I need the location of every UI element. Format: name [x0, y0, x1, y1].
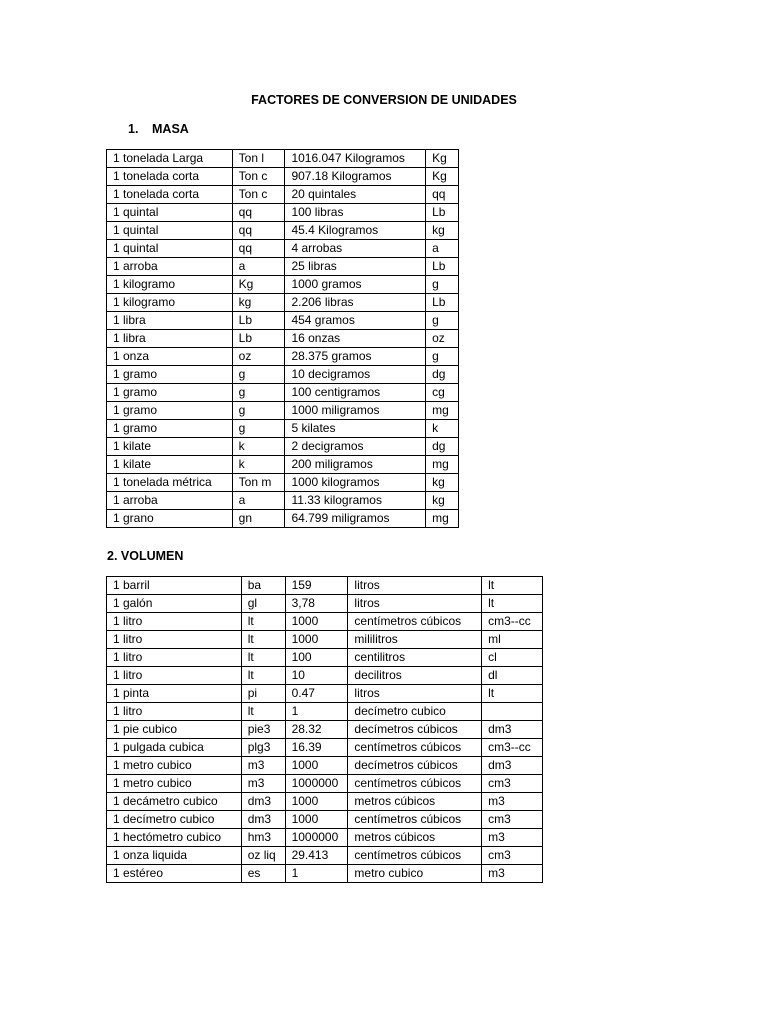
- table-row: [107, 456, 459, 474]
- volume-conversion-table: [106, 576, 543, 883]
- table-row: [107, 811, 543, 829]
- table-cell: 3,78: [285, 595, 348, 613]
- table-cell: 1000000: [285, 829, 348, 847]
- table-cell: 0.47: [285, 685, 348, 703]
- table-row: [107, 186, 459, 204]
- table-cell: 1: [285, 865, 348, 883]
- table-cell: centímetros cúbicos: [348, 775, 482, 793]
- table-cell: 11.33 kilogramos: [285, 492, 426, 510]
- table-cell: Lb: [426, 258, 459, 276]
- table-row: [107, 240, 459, 258]
- table-row: [107, 312, 459, 330]
- table-cell: 1000: [285, 613, 348, 631]
- table-cell: dm3: [241, 811, 285, 829]
- table-cell: 16.39: [285, 739, 348, 757]
- table-cell: Ton c: [232, 168, 285, 186]
- table-cell: kg: [232, 294, 285, 312]
- table-cell: m3: [482, 829, 543, 847]
- table-cell: lt: [241, 631, 285, 649]
- table-cell: 159: [285, 577, 348, 595]
- table-cell: 1000: [285, 793, 348, 811]
- table-cell: 1 libra: [107, 330, 233, 348]
- table-cell: lt: [482, 595, 543, 613]
- table-row: [107, 577, 543, 595]
- table-cell: 1000: [285, 811, 348, 829]
- section-title: VOLUMEN: [120, 549, 184, 563]
- table-cell: [482, 703, 543, 721]
- table-cell: oz: [426, 330, 459, 348]
- table-cell: k: [426, 420, 459, 438]
- table-cell: 64.799 miligramos: [285, 510, 426, 528]
- table-cell: litros: [348, 685, 482, 703]
- table-cell: 1 decámetro cubico: [107, 793, 242, 811]
- table-row: [107, 168, 459, 186]
- table-cell: 1 libra: [107, 312, 233, 330]
- table-cell: 2 decigramos: [285, 438, 426, 456]
- table-cell: 1 gramo: [107, 384, 233, 402]
- table-cell: qq: [232, 222, 285, 240]
- table-cell: 1 gramo: [107, 420, 233, 438]
- table-cell: 1 grano: [107, 510, 233, 528]
- table-cell: gn: [232, 510, 285, 528]
- table-cell: cm3: [482, 811, 543, 829]
- table-cell: qq: [426, 186, 459, 204]
- table-cell: cm3: [482, 775, 543, 793]
- table-cell: 1 kilogramo: [107, 294, 233, 312]
- table-cell: decilitros: [348, 667, 482, 685]
- table-row: [107, 330, 459, 348]
- table-cell: plg3: [241, 739, 285, 757]
- table-cell: 45.4 Kilogramos: [285, 222, 426, 240]
- table-cell: 1 tonelada métrica: [107, 474, 233, 492]
- table-cell: cm3: [482, 847, 543, 865]
- table-cell: 1000 gramos: [285, 276, 426, 294]
- table-cell: k: [232, 456, 285, 474]
- table-cell: Lb: [232, 312, 285, 330]
- table-cell: 1000: [285, 631, 348, 649]
- table-cell: 1 litro: [107, 667, 242, 685]
- table-row: [107, 667, 543, 685]
- table-row: [107, 258, 459, 276]
- table-cell: cm3--cc: [482, 613, 543, 631]
- table-row: [107, 595, 543, 613]
- table-cell: 1000: [285, 757, 348, 775]
- table-cell: dm3: [241, 793, 285, 811]
- table-row: [107, 631, 543, 649]
- table-cell: lt: [241, 667, 285, 685]
- table-row: [107, 510, 459, 528]
- table-cell: 100: [285, 649, 348, 667]
- table-cell: Ton l: [232, 150, 285, 168]
- section-number: 2.: [107, 549, 118, 563]
- table-cell: 1 pinta: [107, 685, 242, 703]
- table-cell: Lb: [232, 330, 285, 348]
- table-cell: 28.375 gramos: [285, 348, 426, 366]
- table-cell: pie3: [241, 721, 285, 739]
- table-row: [107, 438, 459, 456]
- table-row: [107, 402, 459, 420]
- table-cell: 1000000: [285, 775, 348, 793]
- table-cell: 1 quintal: [107, 222, 233, 240]
- table-cell: litros: [348, 577, 482, 595]
- table-cell: kg: [426, 222, 459, 240]
- table-cell: Ton m: [232, 474, 285, 492]
- table-cell: m3: [482, 865, 543, 883]
- table-cell: 1 galón: [107, 595, 242, 613]
- table-cell: centímetros cúbicos: [348, 847, 482, 865]
- table-row: [107, 703, 543, 721]
- table-cell: mg: [426, 402, 459, 420]
- table-cell: oz: [232, 348, 285, 366]
- table-cell: decímetro cubico: [348, 703, 482, 721]
- table-cell: 1 metro cubico: [107, 775, 242, 793]
- table-cell: lt: [241, 703, 285, 721]
- table-cell: 1 kilate: [107, 438, 233, 456]
- table-cell: 29.413: [285, 847, 348, 865]
- table-cell: 1 onza: [107, 348, 233, 366]
- table-row: [107, 613, 543, 631]
- table-cell: 1 decímetro cubico: [107, 811, 242, 829]
- table-cell: 5 kilates: [285, 420, 426, 438]
- table-cell: 1: [285, 703, 348, 721]
- table-cell: 1 hectómetro cubico: [107, 829, 242, 847]
- table-cell: 10: [285, 667, 348, 685]
- table-cell: g: [426, 312, 459, 330]
- table-row: [107, 865, 543, 883]
- table-cell: decímetros cúbicos: [348, 757, 482, 775]
- table-cell: 28.32: [285, 721, 348, 739]
- table-cell: 20 quintales: [285, 186, 426, 204]
- table-cell: kg: [426, 492, 459, 510]
- table-cell: lt: [241, 649, 285, 667]
- table-cell: dm3: [482, 721, 543, 739]
- table-cell: lt: [482, 685, 543, 703]
- table-cell: hm3: [241, 829, 285, 847]
- table-row: [107, 793, 543, 811]
- table-cell: 1000 miligramos: [285, 402, 426, 420]
- table-cell: metros cúbicos: [348, 793, 482, 811]
- table-cell: a: [232, 492, 285, 510]
- table-cell: dl: [482, 667, 543, 685]
- table-cell: 1016.047 Kilogramos: [285, 150, 426, 168]
- table-cell: Kg: [426, 150, 459, 168]
- table-row: [107, 775, 543, 793]
- table-row: [107, 829, 543, 847]
- table-cell: 1 litro: [107, 703, 242, 721]
- table-cell: Kg: [232, 276, 285, 294]
- table-cell: 454 gramos: [285, 312, 426, 330]
- table-cell: kg: [426, 474, 459, 492]
- table-cell: 1 tonelada corta: [107, 186, 233, 204]
- table-row: [107, 739, 543, 757]
- table-cell: mg: [426, 456, 459, 474]
- table-cell: 100 libras: [285, 204, 426, 222]
- table-cell: 907.18 Kilogramos: [285, 168, 426, 186]
- table-cell: 1 litro: [107, 649, 242, 667]
- table-cell: pi: [241, 685, 285, 703]
- table-cell: centilitros: [348, 649, 482, 667]
- table-cell: 1 gramo: [107, 366, 233, 384]
- table-cell: 4 arrobas: [285, 240, 426, 258]
- table-cell: mililitros: [348, 631, 482, 649]
- table-cell: lt: [241, 613, 285, 631]
- table-cell: a: [232, 258, 285, 276]
- table-cell: 10 decigramos: [285, 366, 426, 384]
- section-number: 1.: [128, 122, 139, 136]
- table-cell: g: [426, 276, 459, 294]
- table-cell: 200 miligramos: [285, 456, 426, 474]
- table-row: [107, 420, 459, 438]
- table-cell: cg: [426, 384, 459, 402]
- table-cell: g: [426, 348, 459, 366]
- table-cell: 1 kilate: [107, 456, 233, 474]
- table-cell: 1 litro: [107, 631, 242, 649]
- document-title: FACTORES DE CONVERSION DE UNIDADES: [251, 93, 517, 107]
- table-cell: 25 libras: [285, 258, 426, 276]
- table-cell: ba: [241, 577, 285, 595]
- table-cell: a: [426, 240, 459, 258]
- table-cell: Lb: [426, 294, 459, 312]
- table-cell: m3: [241, 757, 285, 775]
- table-cell: dg: [426, 438, 459, 456]
- table-cell: qq: [232, 204, 285, 222]
- table-cell: 1 tonelada corta: [107, 168, 233, 186]
- section-title: MASA: [152, 122, 189, 136]
- table-cell: metros cúbicos: [348, 829, 482, 847]
- table-cell: Kg: [426, 168, 459, 186]
- table-cell: gl: [241, 595, 285, 613]
- table-row: [107, 474, 459, 492]
- table-cell: 1 pie cubico: [107, 721, 242, 739]
- table-cell: 1 barril: [107, 577, 242, 595]
- table-cell: cl: [482, 649, 543, 667]
- table-row: [107, 384, 459, 402]
- table-cell: Lb: [426, 204, 459, 222]
- table-cell: lt: [482, 577, 543, 595]
- table-cell: 1 litro: [107, 613, 242, 631]
- section-heading-volumen: [107, 549, 183, 563]
- table-row: [107, 150, 459, 168]
- table-cell: dm3: [482, 757, 543, 775]
- table-row: [107, 847, 543, 865]
- table-row: [107, 721, 543, 739]
- table-row: [107, 204, 459, 222]
- table-cell: es: [241, 865, 285, 883]
- table-cell: g: [232, 366, 285, 384]
- table-cell: centímetros cúbicos: [348, 811, 482, 829]
- table-cell: g: [232, 420, 285, 438]
- section-heading-masa: [128, 122, 189, 136]
- table-cell: centímetros cúbicos: [348, 739, 482, 757]
- table-cell: 1 tonelada Larga: [107, 150, 233, 168]
- table-row: [107, 492, 459, 510]
- table-row: [107, 276, 459, 294]
- table-cell: ml: [482, 631, 543, 649]
- table-cell: 1 arroba: [107, 258, 233, 276]
- table-cell: 1 quintal: [107, 240, 233, 258]
- table-cell: 16 onzas: [285, 330, 426, 348]
- table-row: [107, 366, 459, 384]
- table-cell: 100 centigramos: [285, 384, 426, 402]
- table-cell: 1 arroba: [107, 492, 233, 510]
- table-cell: 2.206 libras: [285, 294, 426, 312]
- table-row: [107, 757, 543, 775]
- table-cell: g: [232, 384, 285, 402]
- table-cell: 1 onza liquida: [107, 847, 242, 865]
- table-cell: g: [232, 402, 285, 420]
- table-cell: centímetros cúbicos: [348, 613, 482, 631]
- table-cell: 1 quintal: [107, 204, 233, 222]
- table-cell: litros: [348, 595, 482, 613]
- table-cell: 1 metro cubico: [107, 757, 242, 775]
- table-cell: 1000 kilogramos: [285, 474, 426, 492]
- table-cell: k: [232, 438, 285, 456]
- table-cell: 1 pulgada cubica: [107, 739, 242, 757]
- table-cell: Ton c: [232, 186, 285, 204]
- table-row: [107, 222, 459, 240]
- table-row: [107, 649, 543, 667]
- table-cell: 1 estéreo: [107, 865, 242, 883]
- table-cell: mg: [426, 510, 459, 528]
- table-row: [107, 685, 543, 703]
- table-cell: cm3--cc: [482, 739, 543, 757]
- table-cell: metro cubico: [348, 865, 482, 883]
- table-cell: decímetros cúbicos: [348, 721, 482, 739]
- mass-conversion-table: [106, 149, 459, 528]
- table-cell: m3: [241, 775, 285, 793]
- table-cell: dg: [426, 366, 459, 384]
- table-cell: qq: [232, 240, 285, 258]
- table-cell: oz liq: [241, 847, 285, 865]
- table-row: [107, 348, 459, 366]
- table-cell: m3: [482, 793, 543, 811]
- table-cell: 1 gramo: [107, 402, 233, 420]
- table-cell: 1 kilogramo: [107, 276, 233, 294]
- table-row: [107, 294, 459, 312]
